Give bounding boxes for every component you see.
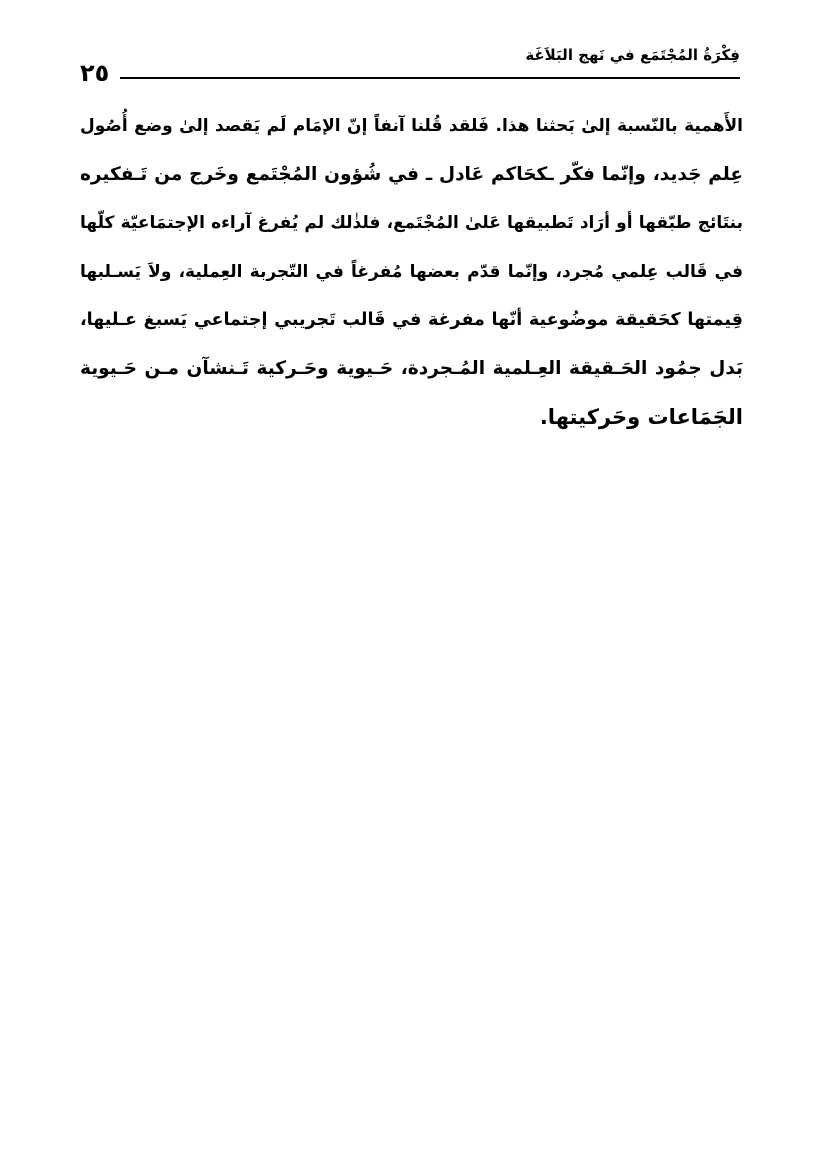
header-divider bbox=[120, 77, 740, 79]
running-header bbox=[80, 40, 740, 90]
text-line: بنتَائج طبّقها أو أرَاد تَطبيقها عَلىٰ المُجْتَمع، فلذٰلك لم يُفرغ آراءه الإجتمَاعيّة كلّها bbox=[80, 213, 743, 233]
running-title: فِكْرَةُ المُجْتَمَع في نَهج البَلاَغَة bbox=[525, 46, 740, 64]
body-paragraph bbox=[80, 102, 743, 442]
text-line: قِيمتها كحَقيقة موضُوعية أنّها مفرغة في قَالب تَجريبي إجتماعي يَسبغ عـليها، bbox=[80, 310, 743, 330]
text-line: الجَمَاعات وحَركيتها. bbox=[539, 405, 743, 429]
text-line: عِلم جَديد، وإنّما فكّر ـكحَاكم عَادل ـ في شُؤون المُجْتَمع وخَرج من تَـفكيره bbox=[80, 163, 743, 185]
text-line: الأَهمية بالنّسبة إلىٰ بَحثنا هذا. فَلقد قُلنا آنفاً إنّ الإمَام لَم يَقصد إلىٰ وضع أُصُول bbox=[80, 116, 743, 136]
text-line: بَدل جمُود الحَـقيقة العِـلمية المُـجردة، حَـيوية وحَـركية تَـنشآن مـن حَـيوية bbox=[80, 357, 743, 379]
text-line: في قَالب عِلمي مُجرد، وإنّما قدّم بعضها مُفرغاً في التّجربة العِملية، ولاَ يَسـلبها bbox=[80, 261, 743, 282]
page-number: ٢٥ bbox=[80, 59, 110, 87]
